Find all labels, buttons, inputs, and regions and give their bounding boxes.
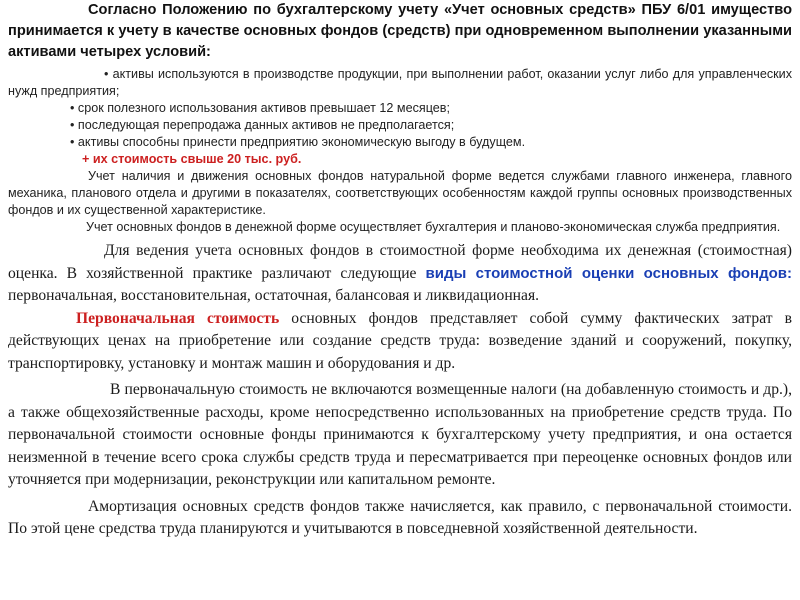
intro-paragraph [8, 0, 792, 63]
paragraph-monetary-accounting-text: Учет основных фондов в денежной форме осуществляет бухгалтерия и планово-экономическая служба предприятия. [86, 220, 781, 234]
initial-cost-highlight: Первоначальная стоимость [76, 309, 280, 327]
paragraph-amortization [8, 496, 792, 541]
valuation-before: Для ведения учета основных фондов в стоимостной форме необходима их денежная (стоимостная) оценка. В хозяйственной практике различают следующие [8, 242, 792, 282]
intro-text: Согласно Положению по бухгалтерскому учету «Учет основных средств» ПБУ 6/01 имущество принимается к учету в качестве основных фондов (средств) при одновременном выполнении указанными активами четырех условий: [8, 2, 792, 60]
paragraph-initial-cost [8, 308, 792, 376]
condition-extra: + их стоимость свыше 20 тыс. руб. [82, 152, 302, 166]
paragraph-valuation [8, 240, 792, 308]
paragraph-monetary-accounting [8, 219, 792, 236]
paragraph-natural-accounting [8, 168, 792, 219]
condition-item: • последующая перепродажа данных активов не предполагается; [70, 118, 455, 132]
paragraph-exclusions-text: В первоначальную стоимость не включаются возмещенные налоги (на добавленную стоимость и др.), а также общехозяйственные расходы, кроме непосредственно использованных на приобретение средств труда. По первоначальной стоимости основные фонды принимаются к бухгалтерскому учету предприятия, и она остается неизменной в течение всего срока службы средств труда и пересматривается при переоценке основных фондов или уточняется при модернизации, реконструкции или капитальном ремонте. [8, 381, 792, 488]
condition-item: • срок полезного использования активов превышает 12 месяцев; [70, 101, 450, 115]
paragraph-exclusions [8, 379, 792, 492]
initial-cost-after: основных фондов представляет собой сумму фактических затрат в действующих ценах на приобретение или создание средств труда: возведение зданий и сооружений, покупку, транспортировку, установку и монтаж машин и оборудования и др. [8, 309, 792, 372]
paragraph-amortization-text: Амортизация основных средств фондов также начисляется, как правило, с первоначальной стоимости. По этой цене средства труда планируются и учитываются в повседневной хозяйственной деятельности. [8, 497, 792, 537]
valuation-highlight: виды стоимостной оценки основных фондов: [425, 264, 792, 282]
condition-item: • активы способны принести предприятию экономическую выгоду в будущем. [70, 135, 526, 149]
valuation-after: первоначальная, восстановительная, остаточная, балансовая и ликвидационная. [8, 287, 540, 304]
condition-first-text: • активы используются в производстве продукции, при выполнении работ, оказании услуг либо для управленческих нужд предприятия; [8, 67, 792, 98]
paragraph-natural-accounting-text: Учет наличия и движения основных фондов натуральной форме ведется службами главного инженера, главного механика, планового отдела и другими в показателях, соответствующих особенностям каждой группы основных производственных фондов и их существенной характеристике. [8, 169, 792, 217]
condition-first [8, 66, 792, 100]
